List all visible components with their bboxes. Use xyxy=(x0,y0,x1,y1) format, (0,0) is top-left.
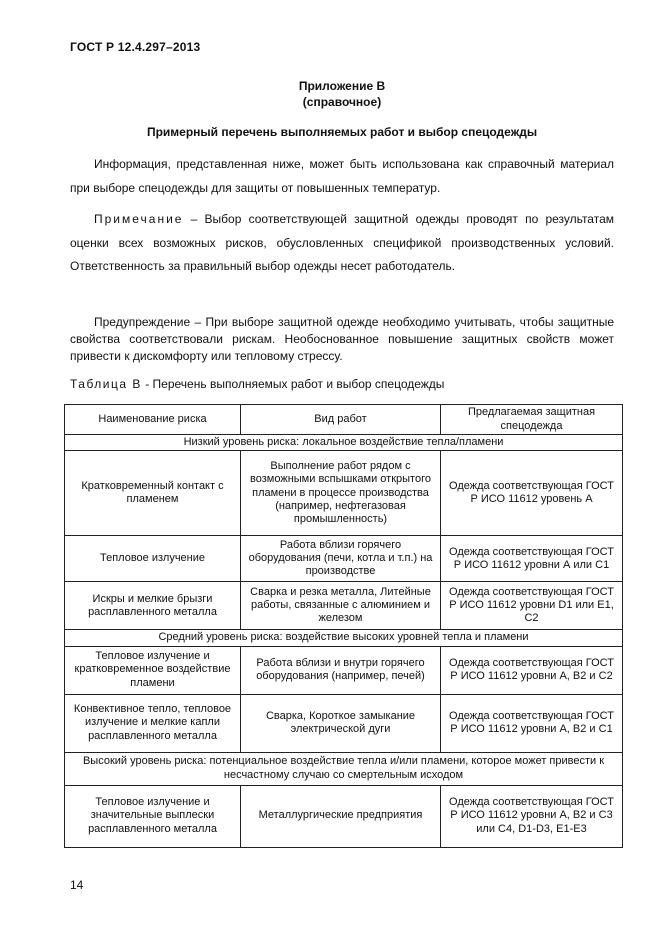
header-risk-name: Наименование риска xyxy=(65,405,241,435)
appendix-title: Приложение В xyxy=(298,79,386,93)
document-header: ГОСТ Р 12.4.297–2013 xyxy=(70,40,201,54)
table-row xyxy=(65,451,623,536)
risk-cell: Искры и мелкие брызги расплавленного металла xyxy=(65,582,241,630)
clothing-cell: Одежда соответствующая ГОСТ Р ИСО 11612 уровень А xyxy=(441,451,623,536)
work-clothing-table xyxy=(64,404,623,848)
note-paragraph xyxy=(70,208,614,279)
warning-paragraph: Предупреждение – При выборе защитной одежде необходимо учитывать, чтобы защитные свойства соответствовали рискам. Необоснованное повышение защитных свойств может привести к дискомфорту или тепловому стрессу. xyxy=(70,315,614,363)
table-header-row xyxy=(65,405,623,435)
note-label: Примечание xyxy=(94,212,184,226)
section-row-high-risk xyxy=(65,752,623,785)
risk-cell: Тепловое излучение и значительные выплески расплавленного металла xyxy=(65,785,241,847)
section-row-medium-risk xyxy=(65,630,623,646)
work-cell: Работа вблизи горячего оборудования (печи, котла и т.п.) на производстве xyxy=(241,536,441,582)
header-work-type: Вид работ xyxy=(241,405,441,435)
work-cell: Металлургические предприятия xyxy=(241,785,441,847)
section-title: Высокий уровень риска: потенциальное воздействие тепла и/или пламени, которое может привести к несчастному случаю со смертельным исходом xyxy=(65,752,623,785)
note-text: – Выбор соответствующей защитной одежды проводят по результатам оценки всех возможных рисков, обусловленных спецификой производственных условий. Ответственность за правильный выбор одежды несет работодатель. xyxy=(70,212,614,273)
risk-cell: Тепловое излучение и кратковременное воздействие пламени xyxy=(65,646,241,694)
work-cell: Работа вблизи и внутри горячего оборудования (например, печей) xyxy=(241,646,441,694)
clothing-cell: Одежда соответствующая ГОСТ Р ИСО 11612 уровни А или С1 xyxy=(441,536,623,582)
info-paragraph: Информация, представленная ниже, может быть использована как справочный материал при выборе спецодежды для защиты от повышенных температур. xyxy=(70,157,614,195)
appendix-subtitle: (справочное) xyxy=(302,95,382,109)
table-caption xyxy=(70,377,444,391)
page-title: Примерный перечень выполняемых работ и выбор спецодежды xyxy=(146,125,538,139)
section-title: Средний уровень риска: воздействие высоких уровней тепла и пламени xyxy=(65,630,623,646)
clothing-cell: Одежда соответствующая ГОСТ Р ИСО 11612 уровни D1 или Е1, С2 xyxy=(441,582,623,630)
page-number: 14 xyxy=(70,878,84,892)
clothing-cell: Одежда соответствующая ГОСТ Р ИСО 11612 уровни А, В2 и С3 или С4, D1-D3, Е1-Е3 xyxy=(441,785,623,847)
risk-cell: Конвективное тепло, тепловое излучение и мелкие капли расплавленного металла xyxy=(65,694,241,752)
table-row xyxy=(65,646,623,694)
clothing-cell: Одежда соответствующая ГОСТ Р ИСО 11612 уровни А, В2 и С2 xyxy=(441,646,623,694)
risk-cell: Кратковременный контакт с пламенем xyxy=(65,451,241,536)
work-cell: Выполнение работ рядом с возможными вспышками открытого пламени в процессе производства (например, нефтегазовая промышленность) xyxy=(241,451,441,536)
work-cell: Сварка, Короткое замыкание электрической дуги xyxy=(241,694,441,752)
work-cell: Сварка и резка металла, Литейные работы, связанные с алюминием и железом xyxy=(241,582,441,630)
table-caption-label: Таблица В xyxy=(70,377,142,391)
header-clothing: Предлагаемая защитная спецодежда xyxy=(441,405,623,435)
table-row xyxy=(65,694,623,752)
table-row xyxy=(65,785,623,847)
section-row-low-risk xyxy=(65,435,623,451)
risk-cell: Тепловое излучение xyxy=(65,536,241,582)
table-row xyxy=(65,582,623,630)
table-caption-text: - Перечень выполняемых работ и выбор спецодежды xyxy=(141,377,445,391)
clothing-cell: Одежда соответствующая ГОСТ Р ИСО 11612 уровни А, В2 и С1 xyxy=(441,694,623,752)
table-row xyxy=(65,536,623,582)
section-title: Низкий уровень риска: локальное воздействие тепла/пламени xyxy=(65,435,623,451)
